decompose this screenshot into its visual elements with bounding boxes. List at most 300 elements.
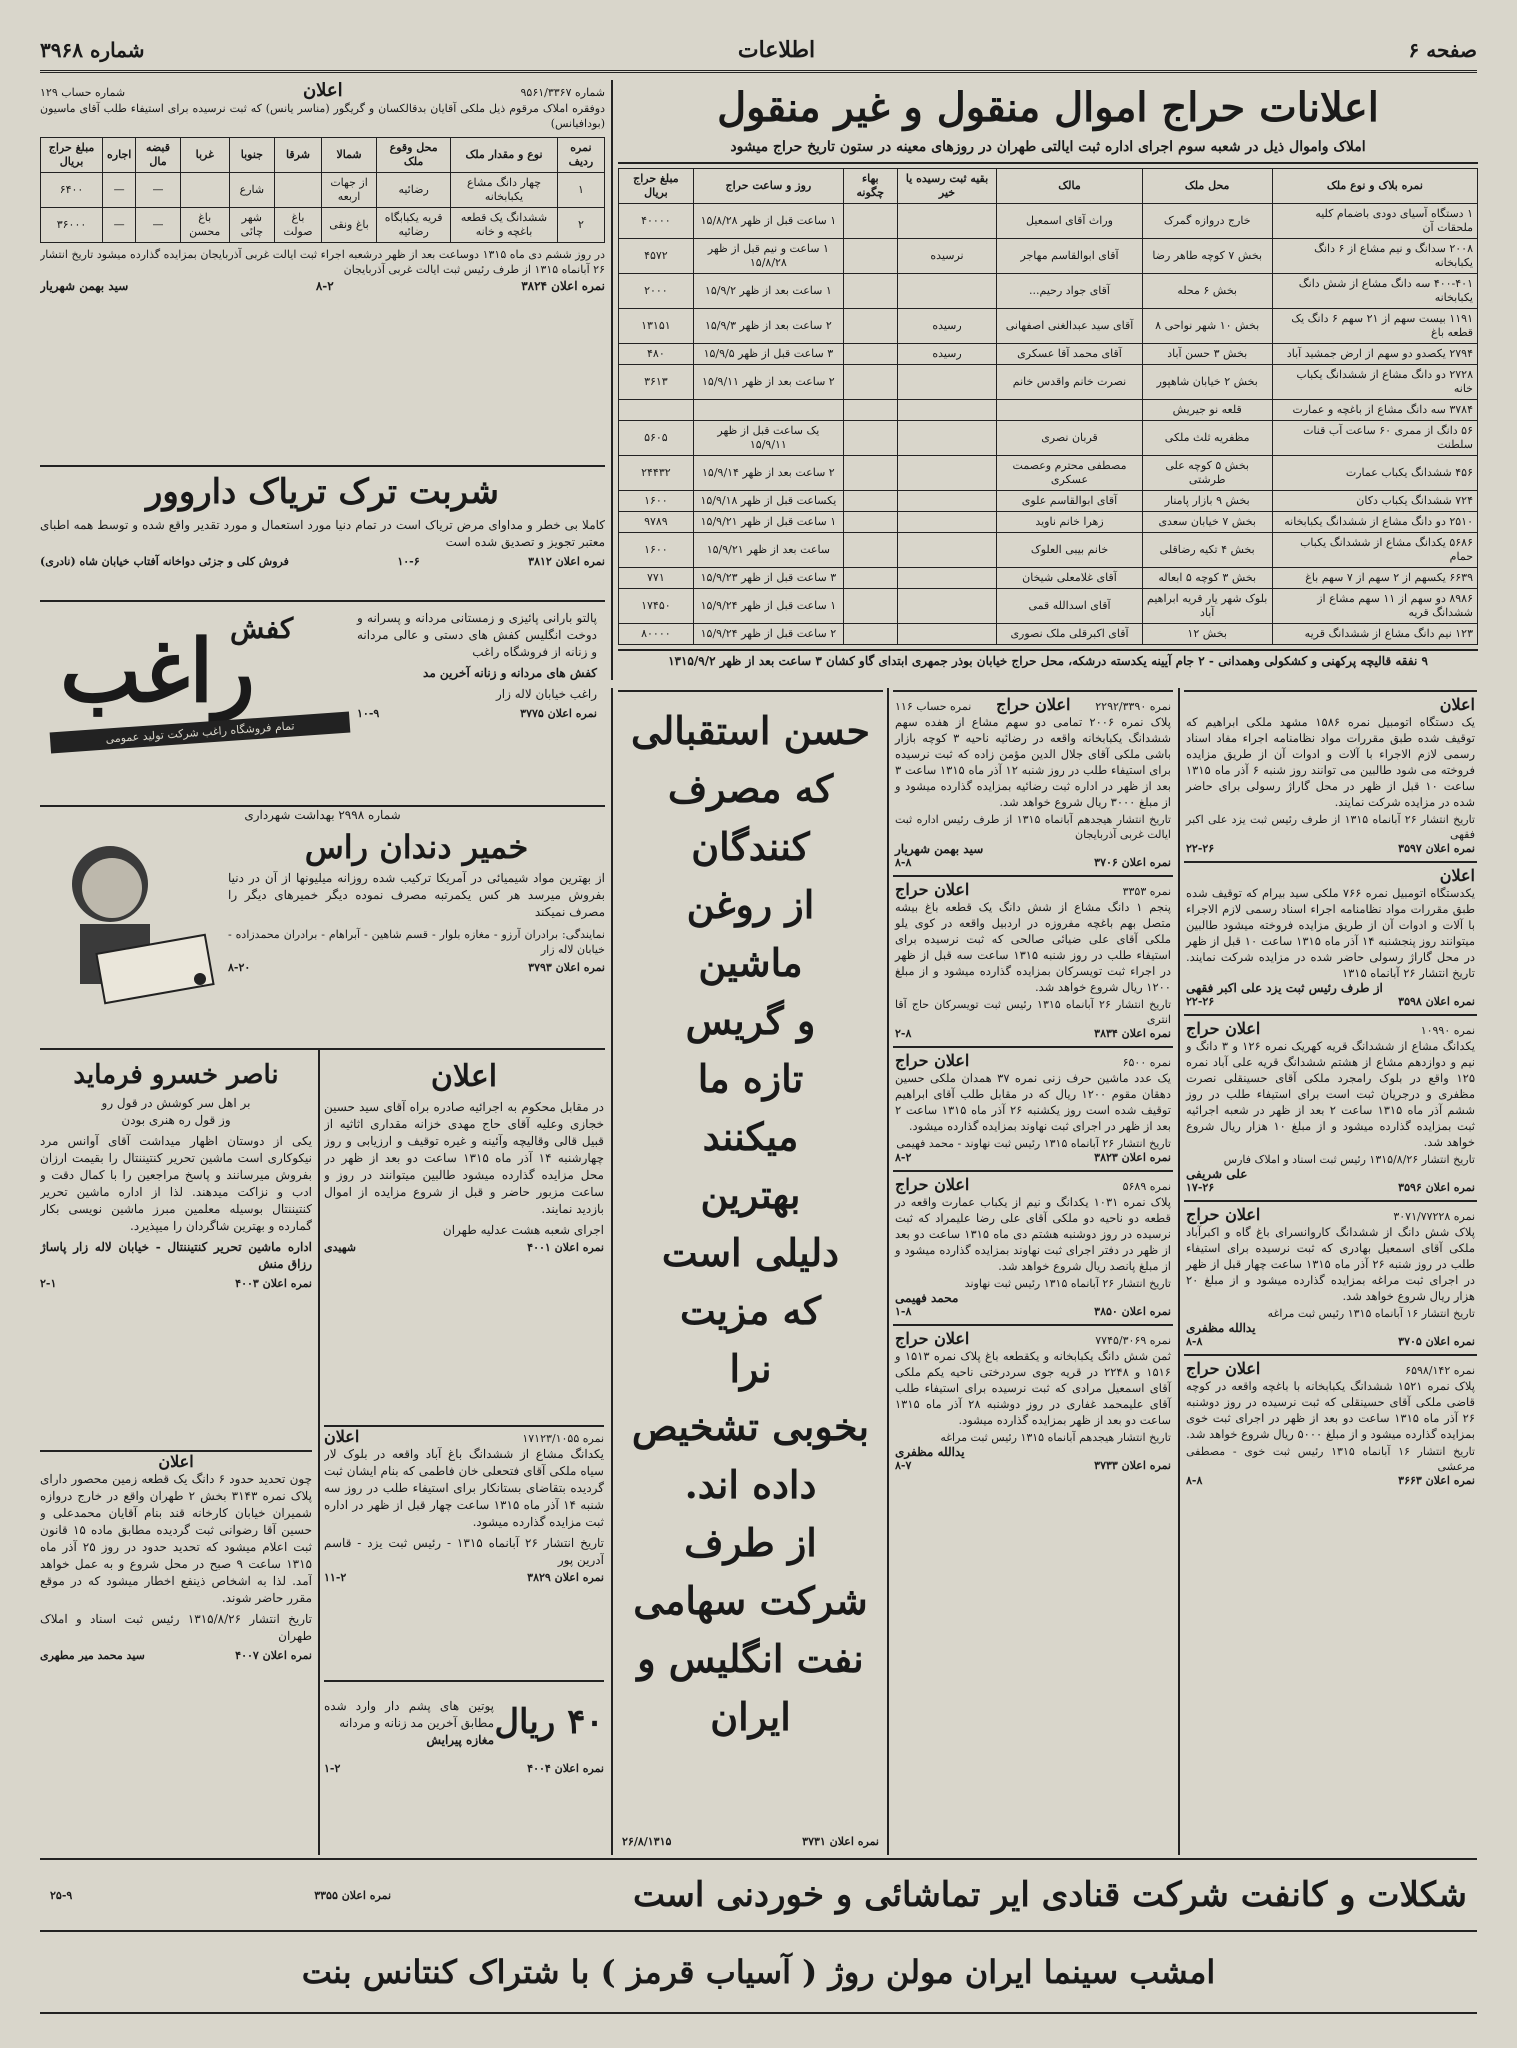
raghib-ad-no: نمره اعلان ۳۷۷۵: [520, 707, 597, 720]
table-cell: [619, 400, 694, 421]
col2-ad-number: نمره ۶۵۰۰: [1122, 1056, 1171, 1069]
table-cell: [897, 421, 997, 456]
col1-ad: [1184, 1200, 1477, 1354]
rial-body: پوتین های پشم دار وارد شده مطابق آخرین مد زنانه و مردانه: [324, 1699, 494, 1730]
table-cell: خانم بیبی العلوک: [997, 533, 1142, 568]
issue-label: شماره ۳۹۶۸: [40, 38, 145, 62]
hassan-line: که مصرف: [667, 766, 834, 811]
col1-ad-head: [1186, 1205, 1475, 1224]
table-cell: [843, 533, 897, 568]
col2-ad-date-line: تاریخ انتشار ۲۶ آبانماه ۱۳۱۵ رئیس ثبت نهاوند: [964, 1277, 1171, 1290]
table-cell: ۲ ساعت بعد از ظهر ۱۵/۹/۱۴: [693, 456, 843, 491]
table-row: [619, 400, 1478, 421]
table-cell: [897, 533, 997, 568]
table-cell: —: [136, 208, 180, 243]
hassan-line: بهترین: [700, 1172, 801, 1217]
hassan-line: از طرف: [684, 1520, 817, 1565]
table-cell: [843, 456, 897, 491]
table-row: [619, 344, 1478, 365]
table-cell: ۲ ساعت بعد از ظهر ۱۵/۹/۳: [693, 309, 843, 344]
col1-ad-number: نمره ۱۰۹۹۰: [1420, 1024, 1475, 1037]
table-cell: ۹۷۸۹: [619, 512, 694, 533]
toothpaste-title: خمیر دندان راس: [304, 828, 529, 866]
col2-ad: [893, 875, 1173, 1046]
col2-ad-date-line: تاریخ انتشار هیجدهم آبانماه ۱۳۱۵ از طرف رئیس اداره ثبت ایالت غربی آذربایجان: [895, 813, 1171, 841]
col1-ad-body: یک دستگاه اتومبیل نمره ۱۵۸۶ مشهد ملکی ابراهیم که توقیف شده طبق مقررات مواد نظامنامه اجراء مفاد اسناد رسمی لازم الاجراء با آلات و ادوات آن از طریق مزایده فروخته می شود طالبین می توانند روز شنبه ۶ آذر ماه ۱۳۱۵ ساعت ۱۰ قبل از ظهر در محل گاراژ رسولی برای حاضر شده در مزایده شرکت نمایند.: [1186, 715, 1476, 809]
table-row: [619, 421, 1478, 456]
col1-ad-head: [1186, 1359, 1475, 1378]
auction-main-header: مبلغ حراج بریال: [619, 169, 694, 204]
rial-ad-no: نمره اعلان ۴۰۰۴: [527, 1762, 604, 1775]
elan-dowlat-body: یکدانگ مشاع از ششدانگ باغ آباد واقعه در بلوک لار سیاه ملکی آقای فتحعلی خان فاطمی که بنام ایشان ثبت گردیده بتقاضای بستانکار برای استیفاء طلب در روز سه شنبه ۱۴ آذر ماه ۱۳۱۵ ساعت چهار قبل از ظهر در اداره ثبت مزایده گذارده میشود.: [324, 1447, 604, 1529]
table-cell: [897, 400, 997, 421]
table-cell: ۲: [557, 208, 604, 243]
table-cell: ۱ ساعت و نیم قبل از ظهر ۱۵/۸/۲۸: [693, 239, 843, 274]
auction-small-header: شمالا: [322, 138, 377, 173]
cinema-text: امشب سینما ایران مولن روژ ( آسیاب قرمز ) با شتراک کنتانس بنت: [301, 1953, 1216, 1991]
table-cell: ۲ ساعت قبل از ظهر ۱۵/۹/۲۴: [693, 624, 843, 645]
naser-body: یکی از دوستان اظهار میداشت آقای آوانس مرد نیکوکاری است ماشین تحریر کنتیننتال را بقیمت ارزان بفروش میرسانند و پاسخ مراجعین را با کمال دقت و ادب و نزاکت میدهند. لذا از اداره ماشین تحریر کنتیننتال بوسیله معلمین مبرز ماشین نویسی بکار گمارده و بهترین شاگردان را میپذیرد.: [40, 1134, 312, 1233]
table-cell: نرسیده: [897, 239, 997, 274]
chocolate-banner: [40, 1858, 1477, 1930]
table-cell: ۱ دستگاه آسیای دودی باضمام کلیه ملحقات آن: [1272, 204, 1477, 239]
table-cell: ۳۷۸۴ سه دانگ مشاع از باغچه و عمارت: [1272, 400, 1477, 421]
table-cell: مصطفی محترم وعصمت عسکری: [997, 456, 1142, 491]
col2-ad-number: نمره ۳۳۵۳: [1122, 885, 1171, 898]
table-cell: رسیده: [897, 344, 997, 365]
table-cell: بلوک شهر یار قریه ابراهیم آباد: [1142, 589, 1272, 624]
col2-ad-signer: سید بهمن شهریار: [895, 842, 984, 856]
col2-ad-head: [895, 1175, 1171, 1194]
rial-date: ۱-۲: [324, 1762, 341, 1775]
table-row: [619, 491, 1478, 512]
table-cell: [274, 173, 321, 208]
col2-ad-title: اعلان حراج: [996, 695, 1071, 714]
col2-ad-number: نمره ۵۶۸۹: [1122, 1180, 1171, 1193]
col1-ad-number: نمره ۶۵۹۸/۱۴۲: [1405, 1364, 1475, 1377]
col1-ad-head: [1186, 1019, 1475, 1038]
hassan-line: که مزیت: [680, 1288, 821, 1333]
auction-main-header: روز و ساعت حراج: [693, 169, 843, 204]
elan-dowlat-title: اعلان: [324, 1427, 360, 1446]
opium-seller: فروش کلی و جزئی دواخانه آفتاب خیابان شاه (نادری): [40, 555, 289, 568]
table-cell: بخش ۷ کوچه طاهر رضا: [1142, 239, 1272, 274]
table-cell: آقای اسدالله قمی: [997, 589, 1142, 624]
col2-ad-foot: [895, 1151, 1171, 1164]
paper-name: اطلاعات: [737, 37, 816, 63]
table-cell: ۲ ساعت بعد از ظهر ۱۵/۹/۱۱: [693, 365, 843, 400]
hassan-line: دلیلی است: [661, 1230, 840, 1275]
col1-ads: [1184, 690, 1477, 1850]
table-cell: [843, 421, 897, 456]
col1-ad-date-line: تاریخ انتشار ۱۳۱۵/۸/۲۶ رئیس ثبت اسناد و املاک فارس: [1223, 1153, 1475, 1166]
col2-ad-date: ۸-۲: [895, 1151, 912, 1164]
hassan-line: میکنند: [702, 1114, 799, 1159]
col2-ad-body: پلاک نمره ۲۰۰۶ تمامی دو سهم مشاع از هفده سهم ششدانگ یکبابخانه واقعه در رضائیه ناحیه ۳ کوچه بازار باشی ملکی آقای جلال الدین مؤمن زاده که ثبت نرسیده برای استیفاء طلب در روز شنبه ۱۲ آذر ماه ۱۳۱۵ ساعت ۳ بعد از ظهر در اداره ثبت رضائیه بمزایده گذارده میشود و از مبلغ ۳۰۰۰ ریال شروع خواهد شد.: [895, 715, 1171, 809]
col1-ad-date: ۲۲-۲۶: [1186, 842, 1215, 855]
auction-main-header: نمره بلاک و نوع ملک: [1272, 169, 1477, 204]
table-cell: [897, 568, 997, 589]
col1-ad: [1184, 861, 1477, 1014]
col2-ads: [893, 690, 1173, 1850]
col1-ad-no: نمره اعلان ۳۷۰۵: [1398, 1335, 1475, 1348]
table-cell: [843, 344, 897, 365]
col-divider-3: [887, 688, 889, 1855]
table-cell: ۱ ساعت بعد از ظهر ۱۵/۹/۲: [693, 274, 843, 309]
table-cell: آقای غلامعلی شیخان: [997, 568, 1142, 589]
auction-small-header: قبضه مال: [136, 138, 180, 173]
table-cell: [843, 309, 897, 344]
col1-ad-date-line: تاریخ انتشار ۱۶ آبانماه ۱۳۱۵ رئیس ثبت خوی - مصطفی مرعشی: [1186, 1445, 1475, 1473]
naser-address: اداره ماشین تحریر کنتیننتال - خیابان لاله زار پاساژ رزاق منش: [40, 1240, 312, 1271]
col1-ad-signer: از طرف رئیس ثبت یزد علی اکبر فقهی: [1186, 981, 1383, 995]
opium-ad-no: نمره اعلان ۳۸۱۲: [528, 555, 605, 568]
table-cell: بخش ۲ خیابان شاهپور: [1142, 365, 1272, 400]
col1-ad-no: نمره اعلان ۳۵۹۸: [1398, 995, 1475, 1008]
col1-ad-date: ۸-۸: [1186, 1335, 1203, 1348]
col2-ad-head: [895, 1051, 1171, 1070]
col2-ad-signer: محمد فهیمی: [895, 1291, 959, 1305]
col-divider-2: [611, 688, 613, 1855]
table-cell: ۱ ساعت قبل از ظهر ۱۵/۹/۲۴: [693, 589, 843, 624]
table-cell: ۲۰۰۸ سدانگ و نیم مشاع از ۶ دانگ یکبابخانه: [1272, 239, 1477, 274]
col2-ad-date-line: تاریخ انتشار ۲۶ آبانماه ۱۳۱۵ رئیس ثبت تویسرکان حاج آقا انتری: [895, 998, 1172, 1026]
col2-ad-no: نمره اعلان ۳۸۳۴: [1094, 1027, 1171, 1040]
elan-dowlat-number: نمره ۱۷۱۲۳/۱۰۵۵: [522, 1432, 604, 1445]
table-cell: آقای ابوالقاسم مهاجر: [997, 239, 1142, 274]
elan-mehdi-title: اعلان: [430, 1059, 498, 1094]
auction-small-number: شماره ۹۵۶۱/۳۳۶۷: [520, 86, 605, 99]
toothpaste-license: شماره ۲۹۹۸ بهداشت شهرداری: [244, 808, 401, 822]
table-cell: —: [103, 173, 136, 208]
cinema-banner: [40, 1930, 1477, 2014]
naser-ad-no: نمره اعلان ۴۰۰۳: [235, 1277, 312, 1290]
auction-main-title: اعلانات حراج اموال منقول و غیر منقول: [717, 84, 1379, 131]
col1-ad-title: اعلان حراج: [1186, 1019, 1261, 1038]
auction-small-title: اعلان: [302, 80, 343, 101]
hassan-line: حسن استقبالی: [631, 708, 870, 753]
rial-title: ۴۰ ریال: [494, 1702, 604, 1742]
table-cell: آقای سید عبدالغنی اصفهانی: [997, 309, 1142, 344]
rial-ad: [324, 1680, 604, 1852]
auction-small-table: [40, 137, 605, 243]
table-cell: ۲۰۰۰: [619, 274, 694, 309]
raghib-body: پالتو بارانی پائیزی و زمستانی مردانه و پسرانه و دوخت انگلیس کفش های دستی و عالی مردانه و زنانه از فروشگاه راغب: [357, 611, 597, 659]
table-cell: [997, 400, 1142, 421]
table-cell: [843, 512, 897, 533]
col2-ad-date: ۱-۸: [895, 1305, 912, 1318]
elan-mehdi-office: اجرای شعبه هشت عدلیه طهران: [442, 1223, 604, 1237]
table-cell: ۱ ساعت قبل از ظهر ۱۵/۹/۲۱: [693, 512, 843, 533]
table-cell: ۵۶۰۵: [619, 421, 694, 456]
col1-ad: [1184, 1354, 1477, 1493]
table-cell: بخش ۳ حسن آباد: [1142, 344, 1272, 365]
table-cell: بخش ۵ کوچه علی طرشتی: [1142, 456, 1272, 491]
section-divider-left: [40, 1048, 605, 1050]
col1-ad-body: پلاک شش دانگ از ششدانگ کاروانسرای باغ گاه و اکبرآباد ملکی آقای اسمعیل بهادری که ثبت نرسیده برای استیفاء طلب در روز شنبه ۲۶ آذر ماه ۱۳۱۵ ساعت چهار قبل از ظهر در اجرای ثبت مراغه بمزایده گذارده میشود و از مبلغ ۲۰ هزار ریال شروع خواهد شد.: [1186, 1225, 1476, 1303]
table-cell: ۱۱۹۱ بیست سهم از ۲۱ سهم ۶ دانگ یک قطعه باغ: [1272, 309, 1477, 344]
table-row: [41, 173, 605, 208]
auction-main-header: مالک: [997, 169, 1142, 204]
raghib-ribbon: تمام فروشگاه راغب شرکت تولید عمومی: [50, 712, 351, 754]
elan-mehdi-body: در مقابل محکوم به اجرائیه صادره براه آقای سید حسین خجازی وعلیه آقای حاج مهدی خزانه مقداری اثاثیه از قبیل قالی وقالیچه وآئینه و غیره توقیف و ارزیابی و روز چهارشنبه ۱۴ آذر ماه ۱۳۱۵ ساعت دو بعد از ظهر در محل مزایده گذارده میشود طالبین میتوانند در روز و ساعت مزبور حاضر و قبل از شروع مزایده از اموال بازدید نمایند.: [324, 1100, 604, 1216]
table-cell: [843, 400, 897, 421]
auction-small-intro: دوفقره املاک مرقوم ذیل ملکی آقایان بدقالکسان و گریگور (مناسر یانس) که ثبت نرسیده برای استیفاء طلب آقای ماسیون (بودافیانس): [40, 102, 605, 130]
table-cell: [693, 400, 843, 421]
table-cell: بخش ۹ بازار پامنار: [1142, 491, 1272, 512]
col2-ad-body: ثمن شش دانگ یکبابخانه و یکقطعه باغ پلاک نمره ۱۵۱۳ و ۱۵۱۶ و ۲۲۴۸ در قریه جوی سردرختی ناحیه یکم ملکی آقای اسمعیل مرادی که ثبت نرسیده برای استیفاء طلب آقای علیمحمد غفاری در روز دوشنبه ۲۸ آذر ماه ۱۳۱۵ ساعت دو بعد از ظهر بمزایده گذارده میشود.: [895, 1349, 1171, 1427]
table-cell: ۲۵۱۰ دو دانگ مشاع از ششدانگ یکبابخانه: [1272, 512, 1477, 533]
table-cell: از جهات اربعه: [322, 173, 377, 208]
table-cell: وراث آقای اسمعیل: [997, 204, 1142, 239]
toothpaste-agents: نمایندگی: برادران آرزو - مغازه بلوار - قسم شاهین - آبراهام - برادران محمدزاده - خیابان لاله زار: [228, 928, 605, 956]
table-cell: بخش ۱۲: [1142, 624, 1272, 645]
auction-small-ad-no: نمره اعلان ۳۸۲۴: [521, 279, 605, 293]
table-cell: [180, 173, 229, 208]
hassan-line: شرکت سهامی: [633, 1578, 868, 1623]
table-cell: ۱۲۳ نیم دانگ مشاع از ششدانگ قریه: [1272, 624, 1477, 645]
auction-main: [618, 80, 1478, 680]
auction-main-header: محل ملک: [1142, 169, 1272, 204]
rial-shop: مغازه پیرایش: [426, 1733, 494, 1747]
table-cell: ۲۷۲۸ دو دانگ مشاع از ششدانگ یکباب خانه: [1272, 365, 1477, 400]
table-cell: [897, 491, 997, 512]
naser-date: ۲-۱: [40, 1277, 57, 1290]
hassan-lines: [618, 692, 883, 1746]
table-cell: آقای ابوالقاسم علوی: [997, 491, 1142, 512]
toothpaste-date: ۸-۲۰: [228, 961, 251, 974]
col2-ad-signer: یدالله مظفری: [895, 1445, 965, 1459]
auction-main-subtitle: املاک واموال ذیل در شعبه سوم اجرای اداره ثبت ایالتی طهران در روزهای معینه در ستون تاریخ حراج میشود: [618, 136, 1478, 164]
hassan-date: ۲۶/۸/۱۳۱۵: [622, 1835, 672, 1848]
table-cell: ۳ ساعت قبل از ظهر ۱۵/۹/۵: [693, 344, 843, 365]
raghib-tag: کفش: [230, 612, 294, 645]
table-cell: [897, 512, 997, 533]
col2-ad: [893, 690, 1173, 875]
hassan-line: نرا: [729, 1346, 772, 1391]
col2-ad: [893, 1170, 1173, 1324]
col2-ad-no: نمره اعلان ۳۸۵۰: [1094, 1305, 1171, 1318]
table-row: [619, 309, 1478, 344]
elan-mehdi-ad-no: نمره اعلان ۴۰۰۱: [527, 1241, 604, 1254]
col1-ad-foot: [1186, 995, 1475, 1008]
naser-ad: [40, 1055, 312, 1445]
col2-ad-no: نمره اعلان ۳۸۲۳: [1094, 1151, 1171, 1164]
auction-small-header: غربا: [180, 138, 229, 173]
table-row: [619, 274, 1478, 309]
table-cell: باغ محسن: [180, 208, 229, 243]
elan-mahmoud-title: اعلان: [158, 1452, 194, 1471]
opium-body: کاملا بی خطر و مداوای مرض تریاک است در تمام دنیا مورد استعمال و مورد تقدیر واقع شده و توسط همه اطبای معتبر تجویز و تصدیق شده است: [40, 518, 605, 549]
col1-ad-title: اعلان: [1439, 695, 1475, 714]
hassan-line: ایران: [710, 1694, 791, 1739]
col1-ad-no: نمره اعلان ۳۵۹۷: [1398, 842, 1475, 855]
col1-ad-date-line: تاریخ انتشار ۱۶ آبانماه ۱۳۱۵ رئیس ثبت مراغه: [1267, 1307, 1475, 1320]
elan-dowlat-ad-no: نمره اعلان ۳۸۲۹: [527, 1571, 604, 1584]
raghib-address: راغب خیابان لاله زار: [496, 687, 597, 701]
col1-ad-title: اعلان حراج: [1186, 1359, 1261, 1378]
col2-ad-head: [895, 880, 1171, 899]
table-cell: بخش ۷ خیابان سعدی: [1142, 512, 1272, 533]
table-cell: شهر چائی: [229, 208, 274, 243]
col-divider-4: [1178, 688, 1180, 1855]
chocolate-text: شکلات و کانفت شرکت قنادی ایر تماشائی و خوردنی است: [632, 1875, 1467, 1915]
auction-small-header: مبلغ حراج بریال: [41, 138, 103, 173]
col2-ad-number: نمره ۲۲۹۲/۳۳۹۰: [1095, 700, 1171, 713]
elan-mahmoud-ad-no: نمره اعلان ۴۰۰۷: [235, 1649, 312, 1662]
table-cell: [897, 624, 997, 645]
table-cell: ۳۶۱۳: [619, 365, 694, 400]
elan-mahmoud: [40, 1450, 312, 1852]
col2-ad-head: [895, 695, 1171, 714]
col2-ad-foot: [895, 1027, 1171, 1040]
hassan-line: کنندگان: [691, 824, 810, 869]
table-cell: ۱۶۰۰: [619, 533, 694, 568]
col1-ad-date-line: تاریخ انتشار ۲۶ آبانماه ۱۳۱۵ از طرف رئیس ثبت یزد علی اکبر فقهی: [1186, 813, 1475, 841]
table-cell: [843, 365, 897, 400]
masthead: [40, 30, 1477, 73]
elan-mahmoud-signer: سید محمد میر مطهری: [40, 1649, 145, 1662]
table-cell: [897, 456, 997, 491]
auction-small-date: ۸-۲: [315, 279, 334, 293]
col-divider-1: [318, 1050, 320, 1855]
col1-ad-foot: [1186, 1335, 1475, 1348]
col2-ad-title: اعلان حراج: [895, 1051, 970, 1070]
table-cell: خارج دروازه گمرک: [1142, 204, 1272, 239]
col2-ad-foot: [895, 856, 1171, 869]
table-cell: ۱: [557, 173, 604, 208]
table-cell: [843, 589, 897, 624]
auction-small-header: نوع و مقدار ملک: [451, 138, 558, 173]
col2-ad-no: نمره اعلان ۳۷۳۳: [1094, 1459, 1171, 1472]
table-cell: ۱۷۴۵۰: [619, 589, 694, 624]
table-cell: ۲۷۹۴ یکصدو دو سهم از ارض جمشید آباد: [1272, 344, 1477, 365]
col2-ad-head: [895, 1329, 1171, 1348]
col2-ad-title: اعلان حراج: [895, 1329, 970, 1348]
toothpaste-illustration: [40, 824, 220, 1014]
naser-title: ناصر خسرو فرماید: [73, 1060, 279, 1090]
col2-ad: [893, 1324, 1173, 1478]
hassan-line: و گریس: [685, 998, 816, 1043]
table-cell: آقای محمد آقا عسکری: [997, 344, 1142, 365]
col1-ad-body: یکدستگاه اتومبیل نمره ۷۶۶ ملکی سید بیرام که توقیف شده طبق مقررات مواد نظامنامه اجراء اسناد رسمی لازم الاجراء با آلات و ادوات آن از طریق مزایده فروخته میشود طالبین میتوانند روز پنجشنبه ۱۴ آذر ماه ۱۳۱۵ ساعت ۱۰ قبل از ظهر در محل گاراژ رسولی حاضر شده در مزایده شرکت نمایند. تاریخ انتشار ۲۶ آبانماه ۱۳۱۵: [1186, 886, 1476, 980]
table-cell: بخش ۳ کوچه ۵ ابعاله: [1142, 568, 1272, 589]
col1-ad-head: [1186, 695, 1475, 714]
col1-ad: [1184, 1014, 1477, 1200]
table-cell: یکساعت قبل از ظهر ۱۵/۹/۱۸: [693, 491, 843, 512]
table-cell: ۴۸۰: [619, 344, 694, 365]
table-cell: ۶۴۰۰: [41, 173, 103, 208]
opium-ad: [40, 465, 605, 597]
page-label: صفحه ۶: [1408, 38, 1477, 62]
col1-ad-foot: [1186, 842, 1475, 855]
col2-ad-date-line: تاریخ انتشار هیجدهم آبانماه ۱۳۱۵ رئیس ثبت مراغه: [940, 1431, 1171, 1444]
table-cell: آقای اکبرقلی ملک نصوری: [997, 624, 1142, 645]
hassan-line: ماشین: [698, 940, 803, 985]
table-cell: مظفریه ثلث ملکی: [1142, 421, 1272, 456]
col1-ad-head: [1186, 866, 1475, 885]
auction-small-header: شرقا: [274, 138, 321, 173]
table-cell: [897, 589, 997, 624]
table-row: [619, 456, 1478, 491]
table-cell: باغ صولت: [274, 208, 321, 243]
table-cell: رسیده: [897, 309, 997, 344]
naser-verse-2: وز قول ره هنری بودن: [121, 1113, 231, 1127]
table-cell: نصرت خانم واقدس خانم: [997, 365, 1142, 400]
elan-mahmoud-date-line: تاریخ انتشار ۱۳۱۵/۸/۲۶ رئیس ثبت اسناد و املاک طهران: [40, 1612, 312, 1643]
auction-main-table: [618, 168, 1478, 645]
col1-ad-number: نمره ۳۰۷۱/۷۷۲۲۸: [1393, 1210, 1475, 1223]
table-cell: ۴۵۶ ششدانگ یکباب عمارت: [1272, 456, 1477, 491]
col1-ad-foot: [1186, 1181, 1475, 1194]
table-cell: بخش ۶ محله: [1142, 274, 1272, 309]
elan-mehdi-signer: شهیدی: [324, 1241, 356, 1254]
chocolate-date: ۲۵-۹: [50, 1888, 73, 1902]
table-cell: ۱۳۱۵۱: [619, 309, 694, 344]
top-divider: [611, 80, 613, 680]
col2-ad-date: ۸-۷: [895, 1459, 912, 1472]
table-cell: رضائیه: [377, 173, 451, 208]
auction-main-header: بهاء چگونه: [843, 169, 897, 204]
table-cell: [897, 274, 997, 309]
col1-ad-body: پلاک نمره ۱۵۲۱ ششدانگ یکبابخانه با باغچه واقعه در کوچه قاضی ملکی آقای حسینقلی که ثبت نرسیده در روز دوشنبه ۲۶ آذر ماه ۱۳۱۵ ساعت دو بعد از ظهر در اجرای ثبت خوی بمزایده گذارده میشود و از مبلغ ۵۰۰۰ ریال شروع خواهد شد.: [1186, 1379, 1476, 1441]
table-cell: [843, 204, 897, 239]
naser-verse-1: بر اهل سر کوشش در قول رو: [101, 1096, 251, 1110]
table-cell: ۱۶۰۰: [619, 491, 694, 512]
hassan-line: تازه ما: [697, 1056, 804, 1101]
auction-small-header: نمره ردیف: [557, 138, 604, 173]
elan-mehdi: [324, 1055, 604, 1420]
auction-small-signer: سید بهمن شهریار: [40, 279, 129, 293]
col1-ad-body: یکدانگ مشاع از ششدانگ قریه کهریک نمره ۱۲۶ و ۳ دانگ و نیم و دوازدهم مشاع از هشتم ششدانگ قریه علی آباد نمره ۱۲۵ واقع در بلوک رامجرد ملکی آقای حسینقلی نصرت مظفری و درجریان ثبت است برای استیفاء طلب در روز ششم آذر ماه ۱۳۱۵ ساعت ۲ بعد از ظهر در شعبه اجرائیه ثبت بمزایده گذارده میشود و از مبلغ ۱۰ هزار ریال شروع خواهد شد.: [1186, 1039, 1476, 1149]
table-cell: ۴۵۷۲: [619, 239, 694, 274]
col1-ad-date: ۸-۸: [1186, 1474, 1203, 1487]
table-cell: ساعت بعد از ظهر ۱۵/۹/۲۱: [693, 533, 843, 568]
table-cell: ۸۰۰۰۰: [619, 624, 694, 645]
raghib-logo: راغب: [60, 621, 255, 722]
table-cell: [843, 239, 897, 274]
table-cell: شارع: [229, 173, 274, 208]
elan-mahmoud-body: چون تحدید حدود ۶ دانگ یک قطعه زمین محصور دارای پلاک نمره ۳۱۴۳ بخش ۲ طهران واقع در خارج دروازه شمیران خیابان کارخانه قند بنام آقایان محمدعلی و حسین آقا رضوانی ثبت گردیده مطابق ماده ۱۵ قانون ثبت اعلام میشود که تحدید حدود در روز ۲۵ آذر ماه ۱۳۱۵ ساعت ۹ صبح در محل شروع و به عمل خواهد آمد. لذا به اشخاص ذینفع اخطار میشود که در موقع مقرر حاضر شوند.: [40, 1472, 312, 1605]
auction-small-header: جنوبا: [229, 138, 274, 173]
table-cell: [843, 624, 897, 645]
table-cell: ۶۶۳۹ یکسهم از ۲ سهم از ۷ سهم باغ: [1272, 568, 1477, 589]
col2-ad-body: پنجم ۱ دانگ مشاع از شش دانگ یک قطعه باغ بیشه متصل بهم باغچه مفروزه در اردبیل واقعه در کوی یلو ملکی آقای علی ضیائی صالحی که ثبت نرسیده برای استیفاء طلب در روز شنبه ۱۳۱۵ ساعت سه قبل از ظهر در اجراء ثبت تویسرکان بمزایده گذارده میشود و از مبلغ ۱۲۰۰ ریال شروع خواهد شد.: [895, 900, 1171, 994]
table-row: [619, 204, 1478, 239]
opium-title: شربت ترک تریاک داروور: [146, 472, 499, 512]
hassan-line: بخوبی تشخیص: [631, 1404, 870, 1449]
table-cell: بخش ۱۰ شهر نواحی ۸: [1142, 309, 1272, 344]
col2-ad-title: اعلان حراج: [895, 880, 970, 899]
table-cell: [843, 274, 897, 309]
auction-main-footnote: ۹ نفقه قالیچه پرکهنی و کشکولی وهمدانی - ۲ جام آیینه یکدسته درشکه، محل حراج خیابان بوذر جمهری ابتدای گاو کشان ۳ ساعت بعد از ظهر ۱۳۱۵/۹/۲: [618, 649, 1478, 670]
chocolate-ad-no: نمره اعلان ۳۳۵۵: [314, 1888, 392, 1902]
toothpaste-ad: [40, 805, 605, 1047]
table-cell: قلعه نو جیریش: [1142, 400, 1272, 421]
elan-dowlat-date-line: تاریخ انتشار ۲۶ آبانماه ۱۳۱۵ - رئیس ثبت یزد - قاسم آدرین پور: [324, 1536, 604, 1567]
table-cell: یک ساعت قبل از ظهر ۱۵/۹/۱۱: [693, 421, 843, 456]
table-cell: [843, 491, 897, 512]
auction-main-header: بقیه ثبت رسیده یا خیر: [897, 169, 997, 204]
table-cell: ۳۶۰۰۰: [41, 208, 103, 243]
auction-small-header: محل وقوع ملک: [377, 138, 451, 173]
table-cell: ۷۲۴ ششدانگ یکباب دکان: [1272, 491, 1477, 512]
col2-ad-date: ۸-۸: [895, 856, 912, 869]
elan-dowlat: [324, 1425, 604, 1677]
col1-ad-no: نمره اعلان ۳۶۶۳: [1398, 1474, 1475, 1487]
col2-ad-title: اعلان حراج: [895, 1175, 970, 1194]
hassan-line: داده اند.: [684, 1462, 817, 1507]
